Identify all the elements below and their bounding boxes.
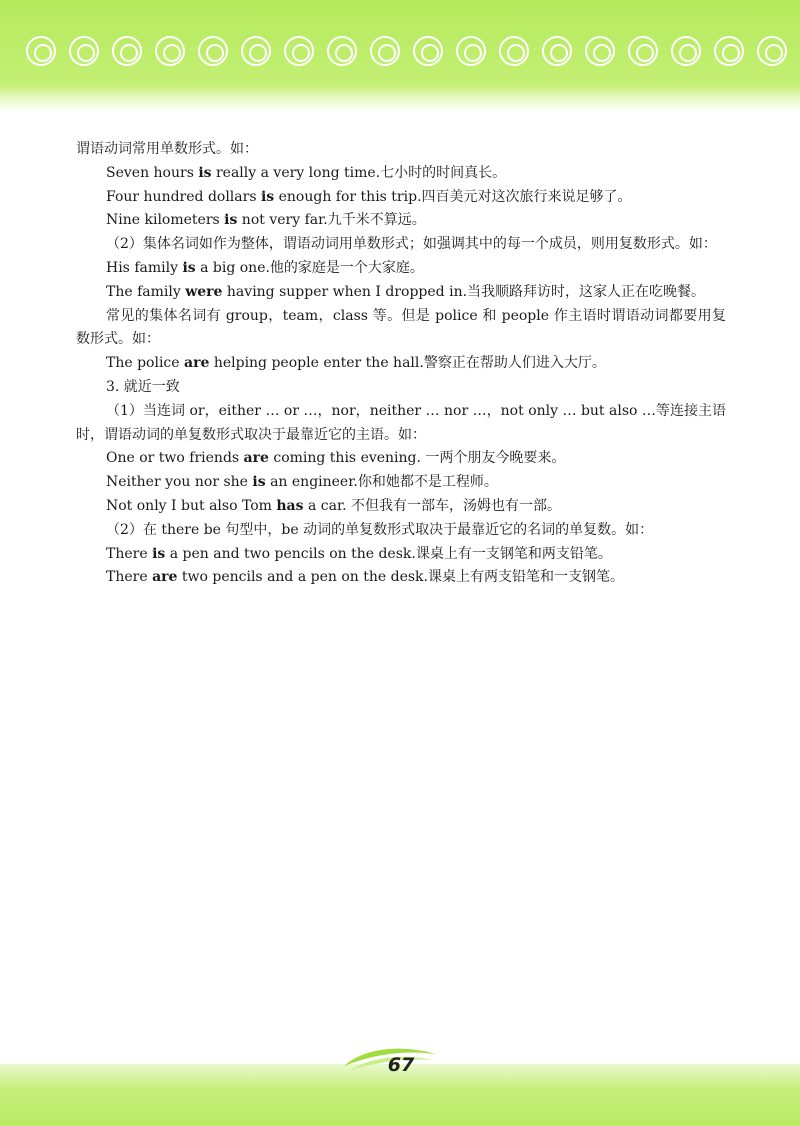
example-sentence: Not only I but also Tom has a car. 不但我有一部车，汤姆也有一部。 xyxy=(106,497,562,514)
ring-decoration xyxy=(542,36,572,66)
ring-decoration xyxy=(241,36,271,66)
verb-highlight: is xyxy=(252,474,266,491)
ring-decoration xyxy=(757,36,787,66)
example-sentence: Seven hours is really a very long time.七小时的时间真长。 xyxy=(106,164,507,181)
page-number: 67 xyxy=(387,1054,415,1076)
example-sentence: The family were having supper when I dropped in.当我顺路拜访时，这家人正在吃晚餐。 xyxy=(106,283,706,300)
example-sentence: His family is a big one.他的家庭是一个大家庭。 xyxy=(106,259,424,276)
example-sentence: Four hundred dollars is enough for this trip.四百美元对这次旅行来说足够了。 xyxy=(106,188,632,205)
verb-highlight: are xyxy=(184,355,210,372)
verb-highlight: are xyxy=(243,450,269,467)
verb-highlight: is xyxy=(224,212,238,229)
rule-paragraph: （2）在 there be 句型中，be 动词的单复数形式取决于最靠近它的名词的单复数。如： xyxy=(106,521,654,538)
verb-highlight: is xyxy=(182,259,196,276)
ring-decoration xyxy=(327,36,357,66)
ring-decoration xyxy=(456,36,486,66)
ring-decoration xyxy=(671,36,701,66)
example-sentence: There is a pen and two pencils on the desk.课桌上有一支钢笔和两支铅笔。 xyxy=(106,545,612,562)
example-sentence: Neither you nor she is an engineer.你和她都不是工程师。 xyxy=(106,474,498,491)
header-band xyxy=(0,0,800,112)
note-paragraph: 常见的集体名词有 group，team，class 等。但是 police 和 people 作主语时谓语动词都要用复数形式。如： xyxy=(76,307,726,348)
ring-decoration xyxy=(155,36,185,66)
example-sentence: There are two pencils and a pen on the desk.课桌上有两支铅笔和一支钢笔。 xyxy=(106,569,624,586)
ring-decoration xyxy=(198,36,228,66)
ring-decoration xyxy=(26,36,56,66)
verb-highlight: is xyxy=(152,545,166,562)
section-heading: 3. 就近一致 xyxy=(106,378,180,395)
rule-paragraph: （1）当连词 or，either … or …，nor，neither … nor …，not only … but also …等连接主语时，谓语动词的单复数形式取决于最靠近它的主语。如： xyxy=(76,402,726,443)
verb-highlight: are xyxy=(152,569,178,586)
ring-decoration xyxy=(585,36,615,66)
ring-decoration xyxy=(714,36,744,66)
verb-highlight: is xyxy=(260,188,275,205)
ring-decoration xyxy=(284,36,314,66)
page-body xyxy=(76,138,726,590)
ring-decoration xyxy=(370,36,400,66)
header-ring-row xyxy=(0,36,800,76)
verb-highlight: is xyxy=(198,164,212,181)
ring-decoration xyxy=(69,36,99,66)
ring-decoration xyxy=(413,36,443,66)
ring-decoration xyxy=(628,36,658,66)
ring-decoration xyxy=(112,36,142,66)
ring-decoration xyxy=(499,36,529,66)
example-sentence: The police are helping people enter the hall.警察正在帮助人们进入大厅。 xyxy=(106,355,606,372)
verb-highlight: has xyxy=(276,497,304,514)
rule-paragraph: （2）集体名词如作为整体，谓语动词用单数形式；如强调其中的每一个成员，则用复数形式。如： xyxy=(106,236,717,253)
example-sentence: One or two friends are coming this evening. 一两个朋友今晚要来。 xyxy=(106,450,566,467)
verb-highlight: were xyxy=(185,283,223,300)
lead-text: 谓语动词常用单数形式。如： xyxy=(76,141,258,157)
example-sentence: Nine kilometers is not very far.九千米不算远。 xyxy=(106,212,426,229)
